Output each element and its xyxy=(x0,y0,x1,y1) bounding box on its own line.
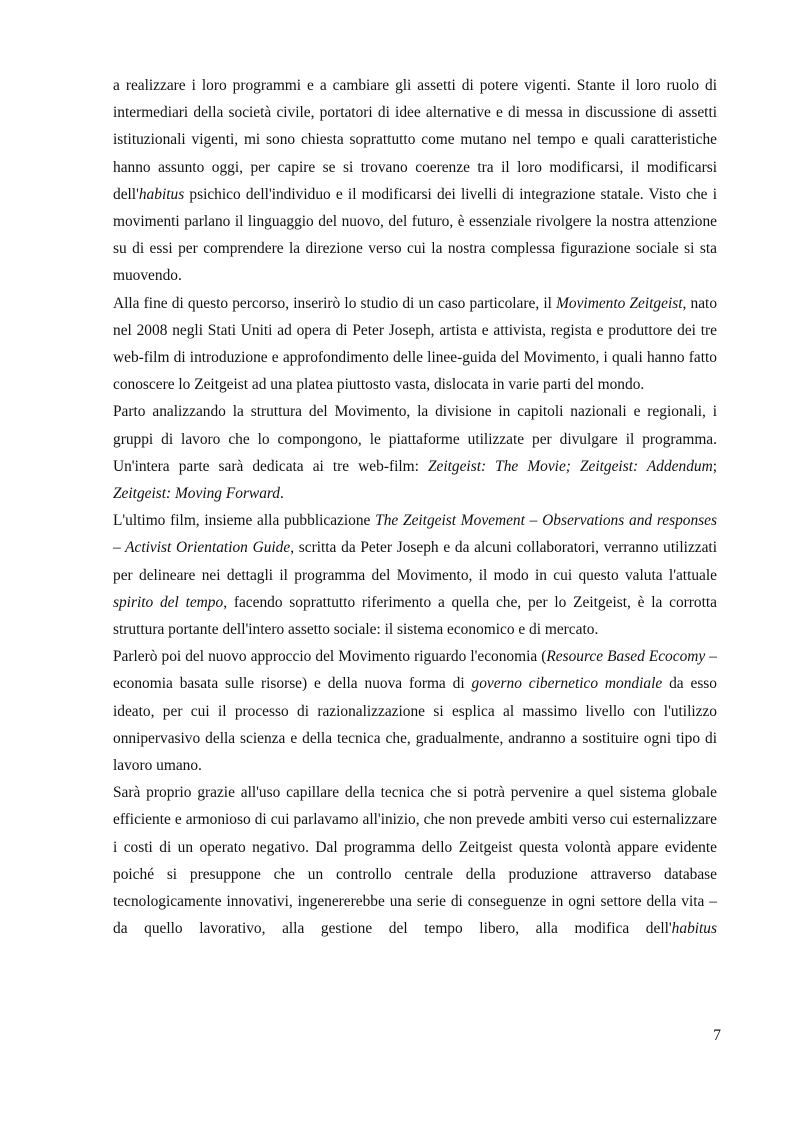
italic-run: The Zeitgeist Movement – Observations and responses – Activist Orientation Guide xyxy=(113,512,717,557)
text-run: Sarà proprio grazie all'uso capillare della tecnica che si potrà pervenire a quel sistema globale efficiente e armonioso di cui parlavamo all'inizio, che non prevede ambiti verso cui esternalizzare i costi di un operato negativo. Dal programma dello Zeitgeist questa volontà appare evidente poiché si presuppone che un controllo centrale della produzione attraverso database tecnologicamente innovativi, ingenererebbe una serie di conseguenze in ogni settore della vita – da quello lavorativo, alla gestione del tempo libero, alla modifica dell' xyxy=(113,784,717,938)
text-run: ; xyxy=(712,457,717,475)
body-text xyxy=(113,72,717,943)
page-number: 7 xyxy=(713,1027,721,1044)
paragraph xyxy=(113,779,717,942)
paragraph xyxy=(113,398,717,507)
italic-run: spirito del tempo xyxy=(113,593,224,611)
text-run: da esso ideato, per cui il processo di razionalizzazione si esplica al massimo livello con l'utilizzo onnipervasivo della scienza e della tecnica che, gradualmente, andranno a sostituire ogni tipo di lavoro umano. xyxy=(113,675,717,775)
text-run: , facendo soprattutto riferimento a quella che, per lo Zeitgeist, è la corrotta struttura portante dell'intero assetto sociale: il sistema economico e di mercato. xyxy=(113,593,717,639)
italic-run: habitus xyxy=(671,920,717,938)
italic-run: Movimento Zeitgeist xyxy=(556,294,683,312)
text-run: , scritta da Peter Joseph e da alcuni collaboratori, verranno utilizzati per delineare nei dettagli il programma del Movimento, il modo in cui questo valuta l'attuale xyxy=(113,539,717,584)
text-run: – economia basata sulle risorse) e della nuova forma di xyxy=(113,648,717,693)
text-run: Parto analizzando la struttura del Movimento, la divisione in capitoli nazionali e regionali, i gruppi di lavoro che lo compongono, le piattaforme utilizzate per divulgare il programma. Un'intera parte sarà dedicata ai tre web-film: xyxy=(113,403,717,475)
text-run: . xyxy=(280,485,284,503)
text-run: , nato nel 2008 negli Stati Uniti ad opera di Peter Joseph, artista e attivista, regista e produttore dei tre web-film di introduzione e approfondimento delle linee-guida del Movimento, i quali hanno fatto conoscere lo Zeitgeist ad una platea piuttosto vasta, dislocata in varie parti del mondo. xyxy=(113,294,718,394)
text-run: L'ultimo film, insieme alla pubblicazione xyxy=(113,512,376,530)
italic-run: Zeitgeist: The Movie; Zeitgeist: Addendum xyxy=(427,457,713,475)
italic-run: governo cibernetico mondiale xyxy=(471,675,663,693)
text-run: psichico dell'individuo e il modificarsi dei livelli di integrazione statale. Visto che i movimenti parlano il linguaggio del nuovo, del futuro, è essenziale rivolgere la nostra attenzione su di essi per comprendere la direzione verso cui la nostra complessa figurazione sociale si sta muovendo. xyxy=(113,185,717,285)
paragraph xyxy=(113,643,717,779)
text-run: Parlerò poi del nuovo approccio del Movimento riguardo l'economia ( xyxy=(113,648,547,666)
paragraph xyxy=(113,290,717,399)
italic-run: habitus xyxy=(138,185,185,203)
text-run: a realizzare i loro programmi e a cambiare gli assetti di potere vigenti. Stante il loro ruolo di intermediari della società civile, portatori di idee alternative e di messa in discussione di assetti istituzionali vigenti, mi sono chiesta soprattutto come mutano nel tempo e quali caratteristiche hanno assunto oggi, per capire se si trovano coerenze tra il loro modificarsi, il modificarsi dell' xyxy=(113,77,717,203)
paragraph xyxy=(113,72,717,290)
paragraph xyxy=(113,507,717,643)
text-run: Alla fine di questo percorso, inserirò lo studio di un caso particolare, il xyxy=(113,294,557,312)
italic-run: Resource Based Ecocomy xyxy=(546,648,706,666)
italic-run: Zeitgeist: Moving Forward xyxy=(113,485,281,503)
